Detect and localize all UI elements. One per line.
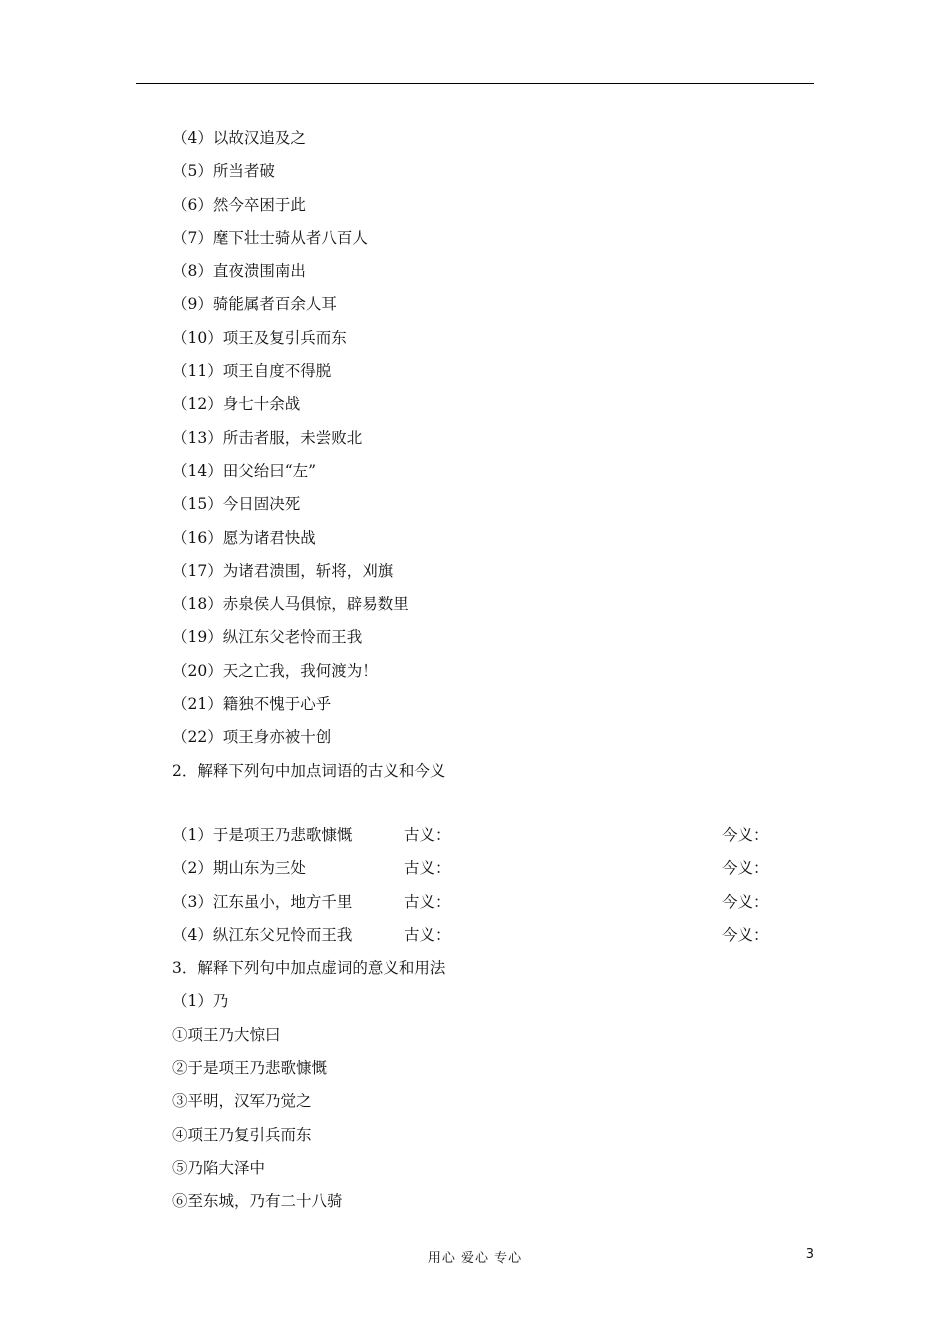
ancient-meaning-label: 古义： (404, 925, 451, 944)
list-item: （16）愿为诸君快战 (172, 528, 316, 547)
list-item: （19）纵江东父老怜而王我 (172, 628, 363, 647)
list-item: ③平明，汉军乃觉之 (172, 1092, 312, 1111)
table-row (172, 819, 812, 852)
list-item: （7）麾下壮士骑从者八百人 (172, 228, 368, 247)
list-item: （5）所当者破 (172, 162, 275, 181)
list-item: （10）项王及复引兵而东 (172, 328, 347, 347)
document-body (172, 122, 812, 1219)
list-item: （21）籍独不愧于心乎 (172, 695, 332, 714)
ancient-meaning-label: 古义： (404, 825, 451, 844)
list-item: （6）然今卒困于此 (172, 195, 306, 214)
list-item: ⑥至东城，乃有二十八骑 (172, 1192, 343, 1211)
list-item: （22）项王身亦被十创 (172, 728, 332, 747)
list-item: （8）直夜溃围南出 (172, 262, 306, 281)
list-item: （12）身七十余战 (172, 395, 301, 414)
list-item: （9）骑能属者百余人耳 (172, 295, 337, 314)
page-number: 3 (805, 1247, 814, 1262)
modern-meaning-label: 今义： (722, 892, 769, 911)
footer-slogan: 用心 爱心 专心 (427, 1251, 523, 1266)
list-item: （14）田父绐曰“左” (172, 461, 317, 480)
section-heading: 2．解释下列句中加点词语的古义和今义 (172, 761, 446, 780)
sentence-text: （1）于是项王乃悲歌慷慨 (172, 825, 353, 844)
modern-meaning-label: 今义： (722, 859, 769, 878)
spacer (172, 788, 812, 819)
list-item: （17）为诸君溃围，斩将，刈旗 (172, 561, 394, 580)
sentence-text: （4）纵江东父兄怜而王我 (172, 925, 353, 944)
list-item: ②于是项王乃悲歌慷慨 (172, 1059, 328, 1078)
sub-heading: （1）乃 (172, 992, 229, 1011)
list-item: （18）赤泉侯人马俱惊，辟易数里 (172, 595, 409, 614)
list-item: （4）以故汉追及之 (172, 129, 306, 147)
sentence-text: （3）江东虽小，地方千里 (172, 892, 353, 911)
modern-meaning-label: 今义： (722, 825, 769, 844)
list-item: （11）项王自度不得脱 (172, 362, 332, 381)
modern-meaning-label: 今义： (722, 925, 769, 944)
list-item: ①项王乃大惊曰 (172, 1025, 281, 1044)
sentence-text: （2）期山东为三处 (172, 859, 306, 878)
ancient-meaning-label: 古义： (404, 859, 451, 878)
list-item: ④项王乃复引兵而东 (172, 1125, 312, 1144)
header-rule (136, 83, 814, 84)
ancient-meaning-label: 古义： (404, 892, 451, 911)
table-row (172, 919, 812, 952)
list-item: （15）今日固决死 (172, 495, 301, 514)
list-item: ⑤乃陷大泽中 (172, 1158, 266, 1177)
table-row (172, 886, 812, 919)
list-item: （20）天之亡我，我何渡为！ (172, 661, 378, 680)
table-row (172, 852, 812, 885)
section-heading: 3．解释下列句中加点虚词的意义和用法 (172, 959, 446, 978)
list-item: （13）所击者服，未尝败北 (172, 428, 363, 447)
